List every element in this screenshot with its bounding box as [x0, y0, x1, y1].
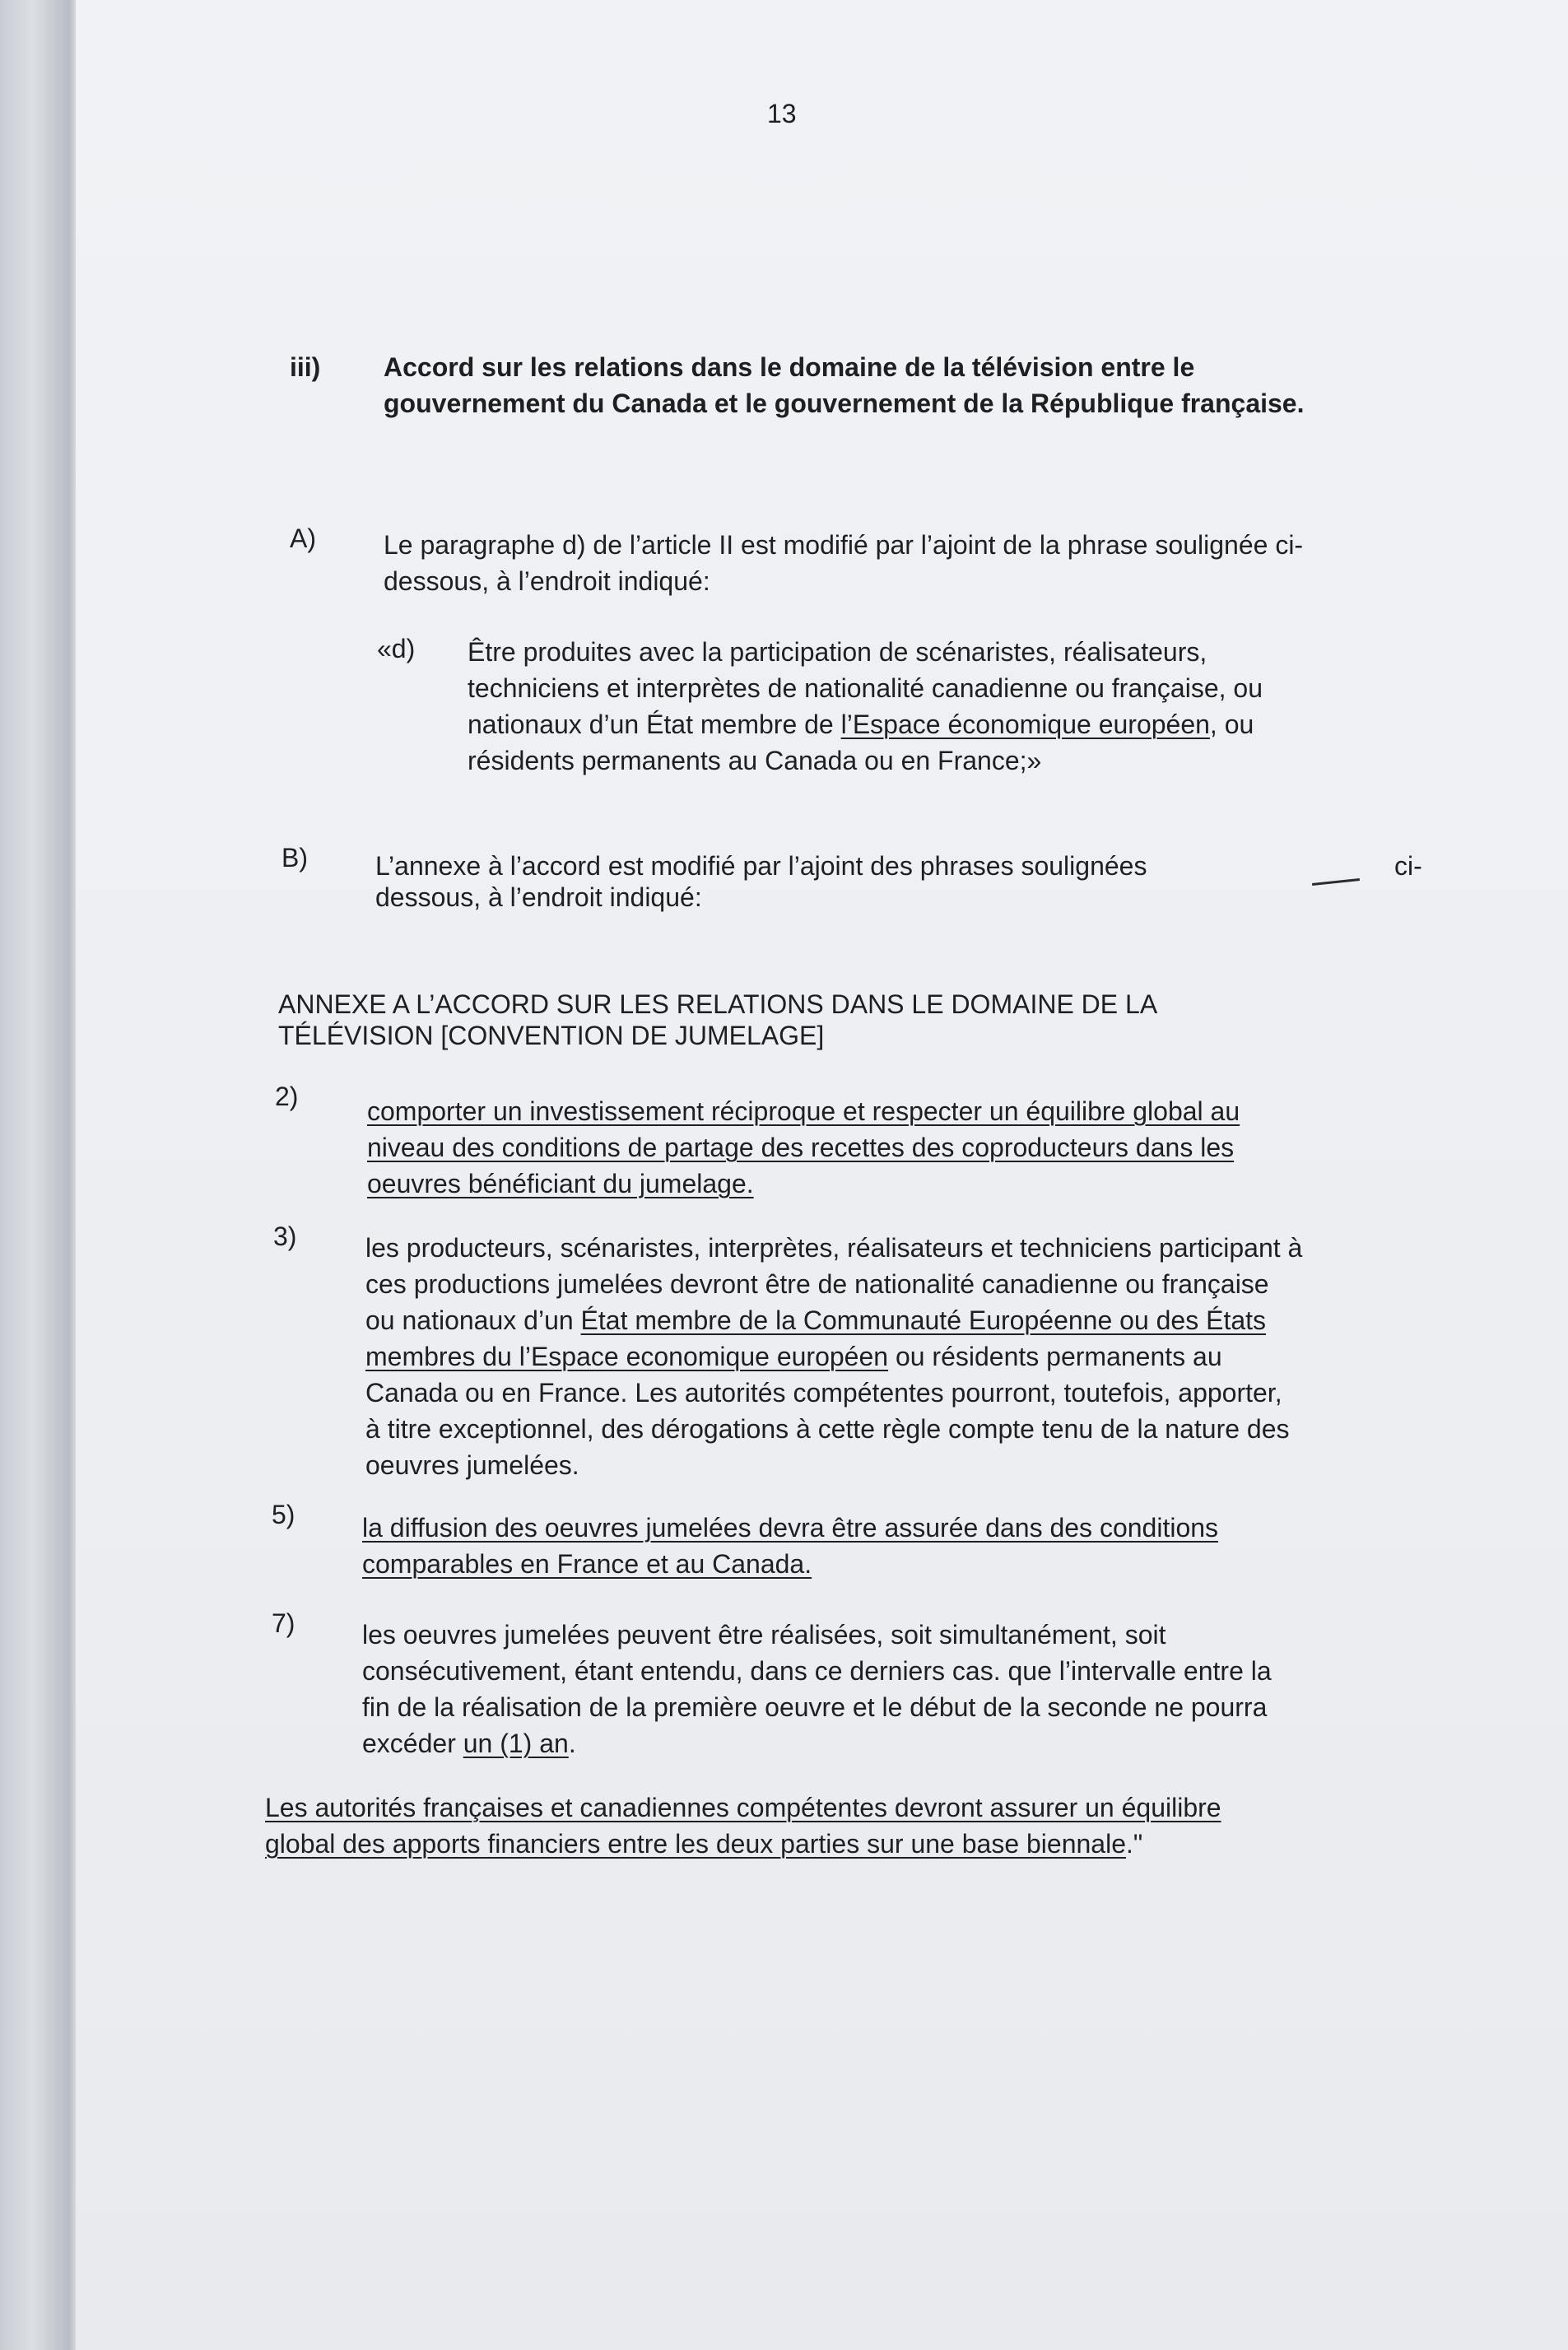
item-3-line-text: ou résidents permanents au: [888, 1342, 1222, 1371]
para-a-text: [384, 527, 1303, 599]
item-5-text: [362, 1510, 1218, 1582]
item-7-line: [362, 1725, 1272, 1761]
section-title: [384, 349, 1304, 421]
annex-heading-line: TÉLÉVISION [CONVENTION DE JUMELAGE]: [278, 1021, 825, 1050]
item-7-line-text: .: [568, 1729, 576, 1758]
quote-line: Être produites avec la participation de scénaristes, réalisateurs,: [468, 637, 1207, 667]
section-number: iii): [290, 352, 321, 382]
item-3-line: à titre exceptionnel, des dérogations à cette règle compte tenu de la nature des: [365, 1414, 1290, 1444]
item-2-label: 2): [275, 1082, 299, 1111]
item-7-line: fin de la réalisation de la première oeuvre et le début de la seconde ne pourra: [362, 1692, 1268, 1722]
page-number: 13: [767, 99, 797, 128]
item-7-line: consécutivement, étant entendu, dans ce derniers cas. que l’intervalle entre la: [362, 1656, 1272, 1686]
section-title-line: gouvernement du Canada et le gouvernement de la République française.: [384, 389, 1305, 418]
item-7-line: les oeuvres jumelées peuvent être réalisées, soit simultanément, soit: [362, 1620, 1166, 1650]
quote-line: techniciens et interprètes de nationalité canadienne ou française, ou: [468, 673, 1263, 703]
para-b-line-end: ci-: [1394, 851, 1422, 881]
quote-line: [468, 706, 1263, 742]
closing-underlined-text: global des apports financiers entre les deux parties sur une base biennale: [265, 1829, 1126, 1859]
item-3-label: 3): [273, 1222, 297, 1251]
quote-underlined-text: l’Espace économique européen: [840, 710, 1210, 739]
binding-shadow: [0, 0, 76, 2350]
quote-text: [468, 634, 1263, 779]
annex-heading: [278, 986, 1157, 1054]
item-2-line: oeuvres bénéficiant du jumelage.: [367, 1169, 754, 1198]
item-5-label: 5): [272, 1500, 295, 1529]
quote-line: résidents permanents au Canada ou en France;»: [468, 746, 1042, 775]
item-3-line: ces productions jumelées devront être de nationalité canadienne ou française: [365, 1269, 1269, 1299]
item-3-underlined-text: membres du l’Espace economique européen: [365, 1342, 889, 1371]
item-3-line: [365, 1338, 1302, 1375]
item-2-line: niveau des conditions de partage des recettes des coproducteurs dans les: [367, 1133, 1235, 1162]
section-title-line: Accord sur les relations dans le domaine de la télévision entre le: [384, 352, 1195, 382]
para-b-line: dessous, à l’endroit indiqué:: [375, 882, 702, 912]
item-7-underlined-text: un (1) an: [463, 1729, 569, 1758]
item-3-line: les producteurs, scénaristes, interprètes, réalisateurs et techniciens participant à: [365, 1233, 1303, 1263]
para-b-line: L’annexe à l’accord est modifié par l’ajoint des phrases soulignées: [375, 851, 1147, 881]
item-3-text: [365, 1230, 1302, 1483]
item-2-text: [367, 1093, 1240, 1202]
para-b-label: B): [281, 843, 308, 873]
quote-line-text: nationaux d’un État membre de: [468, 710, 841, 739]
annex-heading-line: ANNEXE A L’ACCORD SUR LES RELATIONS DANS LE DOMAINE DE LA: [278, 989, 1158, 1019]
para-a-line: Le paragraphe d) de l’article II est modifié par l’ajoint de la phrase soulignée ci-: [384, 530, 1304, 560]
quote-line-text: , ou: [1209, 710, 1254, 739]
item-2-line: comporter un investissement réciproque et respecter un équilibre global au: [367, 1096, 1240, 1126]
item-7-label: 7): [272, 1608, 295, 1638]
item-7-text: [362, 1617, 1272, 1761]
closing-line-text: .": [1126, 1829, 1143, 1859]
item-3-line-text: ou nationaux d’un: [365, 1305, 581, 1335]
item-5-line: la diffusion des oeuvres jumelées devra être assurée dans des conditions: [362, 1513, 1219, 1543]
item-5-line: comparables en France et au Canada.: [362, 1549, 812, 1579]
item-3-line: oeuvres jumelées.: [365, 1450, 579, 1480]
item-3-underlined-text: État membre de la Communauté Européenne ou des États: [580, 1305, 1267, 1335]
para-a-line: dessous, à l’endroit indiqué:: [384, 566, 710, 596]
para-a-label: A): [290, 524, 316, 553]
item-3-line: [365, 1302, 1302, 1338]
closing-line: Les autorités françaises et canadiennes compétentes devront assurer un équilibre: [265, 1793, 1221, 1822]
closing-line: [265, 1826, 1221, 1862]
item-7-line-text: excéder: [362, 1729, 463, 1758]
quote-label: «d): [377, 634, 416, 663]
item-3-line: Canada ou en France. Les autorités compétentes pourront, toutefois, apporter,: [365, 1378, 1282, 1408]
closing-paragraph: [265, 1789, 1221, 1862]
